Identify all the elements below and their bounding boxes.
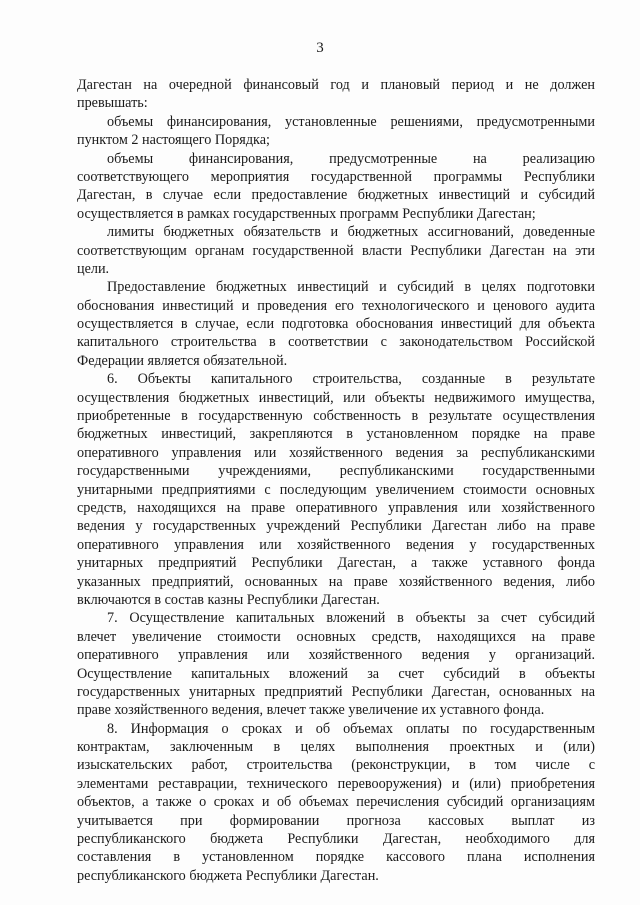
text-line: составления в установленном порядке кассового плана исполнения <box>77 849 595 866</box>
text-line: оперативного управления или хозяйственного ведения у организаций. <box>77 647 595 664</box>
text-line: осуществления бюджетных инвестиций, или объекты недвижимого имущества, <box>77 389 595 406</box>
text-line: указанных предприятий, основанных на праве хозяйственного ведения, либо <box>77 573 595 590</box>
page-number: 3 <box>316 40 324 56</box>
text-line: обоснования инвестиций и проведения его технологического и ценового аудита <box>77 297 595 314</box>
text-line: соответствующим органам государственной власти Республики Дагестан на эти <box>77 242 595 259</box>
text-line: влечет увеличение стоимости основных средств, находящихся на праве <box>77 628 595 645</box>
text-line: оперативного управления или хозяйственного ведения у государственных <box>77 536 595 553</box>
text-line: унитарных предприятий Республики Дагестан, а также уставного фонда <box>77 555 595 572</box>
text-line: Дагестан, в случае если предоставление бюджетных инвестиций и субсидий <box>77 187 595 204</box>
text-line: Осуществление капитальных вложений за счет субсидий в объекты <box>77 665 595 682</box>
text-line: государственных унитарных предприятий Республики Дагестан, основанных на <box>77 683 595 700</box>
text-line: праве хозяйственного ведения, влечет также увеличение их уставного фонда. <box>77 702 545 719</box>
text-line: 8. Информация о сроках и об объемах оплаты по государственным <box>107 720 595 737</box>
text-line: изыскательских работ, строительства (реконструкции, в том числе с <box>77 757 595 774</box>
text-line: 6. Объекты капитального строительства, созданные в результате <box>107 371 595 388</box>
text-line: капитального строительства в соответствии с законодательством Российской <box>77 334 595 351</box>
text-line: государственными учреждениями, республиканскими государственными <box>77 463 595 480</box>
text-line: приобретенные в государственную собственность в результате осуществления <box>77 408 595 425</box>
text-line: республиканского бюджета Республики Дагестан, необходимого для <box>77 831 595 848</box>
text-line: средств, находящихся на праве оперативного управления или хозяйственного <box>77 499 595 516</box>
text-line: соответствующего мероприятия государственной программы Республики <box>77 168 595 185</box>
text-line: бюджетных инвестиций, закрепляются в установленном порядке на праве <box>77 426 595 443</box>
text-line: оперативного управления или хозяйственного ведения за республиканскими <box>77 444 595 461</box>
text-line: Федерации является обязательной. <box>77 352 288 369</box>
text-line: элементами реставрации, технического перевооружения) и (или) приобретения <box>77 775 595 792</box>
text-line: превышать: <box>77 95 148 112</box>
text-line: объемы финансирования, установленные решениями, предусмотренными <box>107 113 595 130</box>
text-line: контрактам, заключенным в целях выполнения проектных и (или) <box>77 739 595 756</box>
document-body <box>77 76 595 885</box>
text-line: осуществляется в рамках государственных программ Республики Дагестан; <box>77 205 536 222</box>
text-line: лимиты бюджетных обязательств и бюджетных ассигнований, доведенные <box>107 224 595 241</box>
text-line: учитывается при формировании прогноза кассовых выплат из <box>77 812 595 829</box>
text-line: Дагестан на очередной финансовый год и плановый период и не должен <box>77 77 595 93</box>
text-line: объектов, а также о сроках и об объемах перечисления субсидий организациям <box>77 794 595 811</box>
text-line: Предоставление бюджетных инвестиций и субсидий в целях подготовки <box>107 279 595 296</box>
text-line: пунктом 2 настоящего Порядка; <box>77 132 270 149</box>
text-line: 7. Осуществление капитальных вложений в объекты за счет субсидий <box>107 610 595 627</box>
text-line: объемы финансирования, предусмотренные на реализацию <box>107 150 595 167</box>
text-line: республиканского бюджета Республики Дагестан. <box>77 867 379 884</box>
text-line: цели. <box>77 260 110 277</box>
text-line: унитарными предприятиями с последующим увеличением стоимости основных <box>77 481 595 498</box>
text-line: включаются в состав казны Республики Дагестан. <box>77 591 380 608</box>
text-line: осуществляется в случае, если подготовка обоснования инвестиций для объекта <box>77 316 595 333</box>
text-line: ведения у государственных учреждений Республики Дагестан либо на праве <box>77 518 595 535</box>
